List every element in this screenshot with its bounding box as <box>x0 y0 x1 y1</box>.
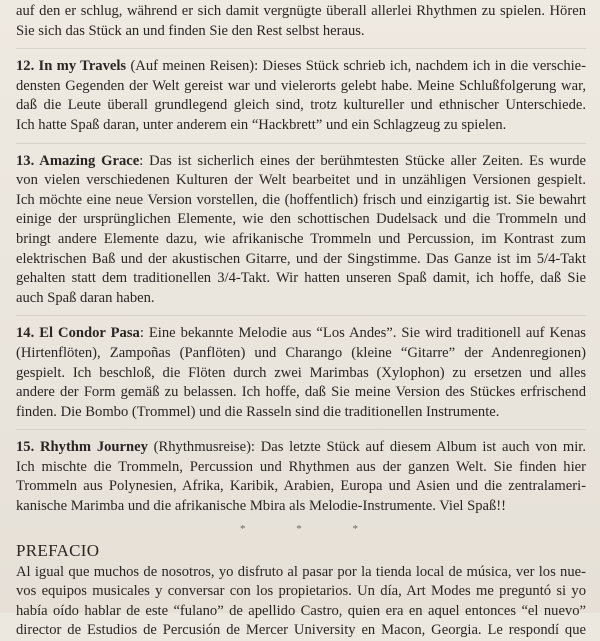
text-line: andere der Form gemäß zu belassen. Ich hoffe, daß Sie meine Version des Stückes erfrischend <box>16 384 586 401</box>
text-line: Trommeln aus Polynesien, Afrika, Karibik, Arabien, Europa und Asien und die zentralameri- <box>16 478 586 495</box>
text-line: bringt andere Elemente dazu, wie afrikanische Trommeln und Percussion, im Kontrast zum <box>16 230 586 247</box>
prefacio-paragraph <box>16 563 586 641</box>
text-fragment: : Eine bekannte Melodie aus “Los Andes”. Sie wird traditionell auf Kenas <box>139 325 586 342</box>
text-fragment: (Rhythmusreise): Das letzte Stück auf diesem Album ist auch von mir. <box>147 439 587 456</box>
text-line: Ich möchte eine neue Version vorstellen, die (hoffentlich) frisch und einzigartig ist. Sie bewahrt <box>16 191 586 208</box>
text-line: Sie sich das Stück an und finden Sie den Rest selbst heraus. <box>16 22 365 39</box>
track-title: 14. El Condor Pasa <box>16 325 140 342</box>
track-title: 13. Amazing Grace <box>16 152 140 169</box>
track-15-paragraph <box>16 438 586 516</box>
section-divider <box>16 429 586 430</box>
track-title: 15. Rhythm Journey <box>16 439 148 456</box>
text-line: vos equipos musicales y conversar con los propietarios. Un día, Art Modes me preguntó si yo <box>16 583 586 600</box>
section-heading: PREFACIO <box>16 540 100 560</box>
track-13-paragraph <box>16 152 586 309</box>
text-line: daß die Leute überall grundlegend gleich sind, trotz kultureller und ethnischer Unterschiede. <box>16 97 586 114</box>
text-line: Ich hatte Spaß daran, unter anderem ein “Hackbrett” und ein Schlagzeug zu spielen. <box>16 116 507 133</box>
text-line: había oído hablar de este “fulano” de apellido Castro, quien era en aquel entonces “el nuevo” <box>16 602 586 619</box>
text-line: director de Estudios de Percusión de Mercer University en Macon, Georgia. Le respondí que <box>16 622 586 639</box>
track-14-paragraph <box>16 324 586 422</box>
text-fragment: : Das ist sicherlich eines der berühmtesten Stücke aller Zeiten. Es wurde <box>139 152 586 169</box>
text-line: Ich mischte die Trommeln, Percussion und Rhythmen aus der ganzen Welt. Sie finden hier <box>16 458 586 475</box>
section-divider <box>16 315 586 316</box>
text-line: (Hirtenflöten), Zampoñas (Panflöten) und Charango (kleine “Gitarre” der Andenregionen) <box>16 344 586 361</box>
track-12-paragraph <box>16 57 586 135</box>
text-line <box>16 152 586 172</box>
intro-paragraph <box>16 2 586 41</box>
text-line: Al igual que muchos de nosotros, yo disfruto al pasar por la tienda local de música, ver los nue- <box>16 563 586 580</box>
text-line <box>16 324 586 344</box>
text-line: auf den er schlug, während er sich damit vergnügte überall allerlei Rhythmen zu spielen. Hören <box>16 3 586 19</box>
text-line: kanische Marimba und die afrikanische Mbira als Melodie-Instrumente. Viel Spaß!! <box>16 498 507 515</box>
text-line: elektrischen Baß und der akustischen Gitarre, und der Singstimme. Das Ganze ist im 5/4-Takt <box>16 250 586 267</box>
star-divider: * * * <box>240 522 382 535</box>
track-title: 12. In my Travels <box>16 58 127 75</box>
text-line: finden. Die Bombo (Trommel) und die Rasseln sind die traditionellen Instrumente. <box>16 403 500 420</box>
text-line: gespielt. Ich beschloß, die Flöten durch zwei Marimbas (Xylophon) zu ersetzen und alles <box>16 364 586 381</box>
text-line <box>16 57 586 77</box>
text-fragment: (Auf meinen Reisen): Dieses Stück schrieb ich, nachdem ich in die verschie- <box>126 58 587 75</box>
text-line: auch Spaß daran haben. <box>16 289 155 306</box>
text-line: densten Gegenden der Welt gereist war und vielerorts gelebt habe. Meine Schlußfolgerung war, <box>16 77 586 94</box>
text-line <box>16 438 586 458</box>
text-line: gehalten statt dem traditionellen 3/4-Takt. Wir hatten unseren Spaß damit, ich hoffe, daß Sie <box>16 270 586 287</box>
section-divider <box>16 143 586 144</box>
section-divider <box>16 48 586 49</box>
text-line: einige der ursprünglichen Elemente, wie den schottischen Dudelsack und die Trommeln und <box>16 211 586 228</box>
text-line: von vielen verschiedenen Kulturen der Welt bearbeitet und in unzähligen Versionen gespielt. <box>16 172 586 189</box>
